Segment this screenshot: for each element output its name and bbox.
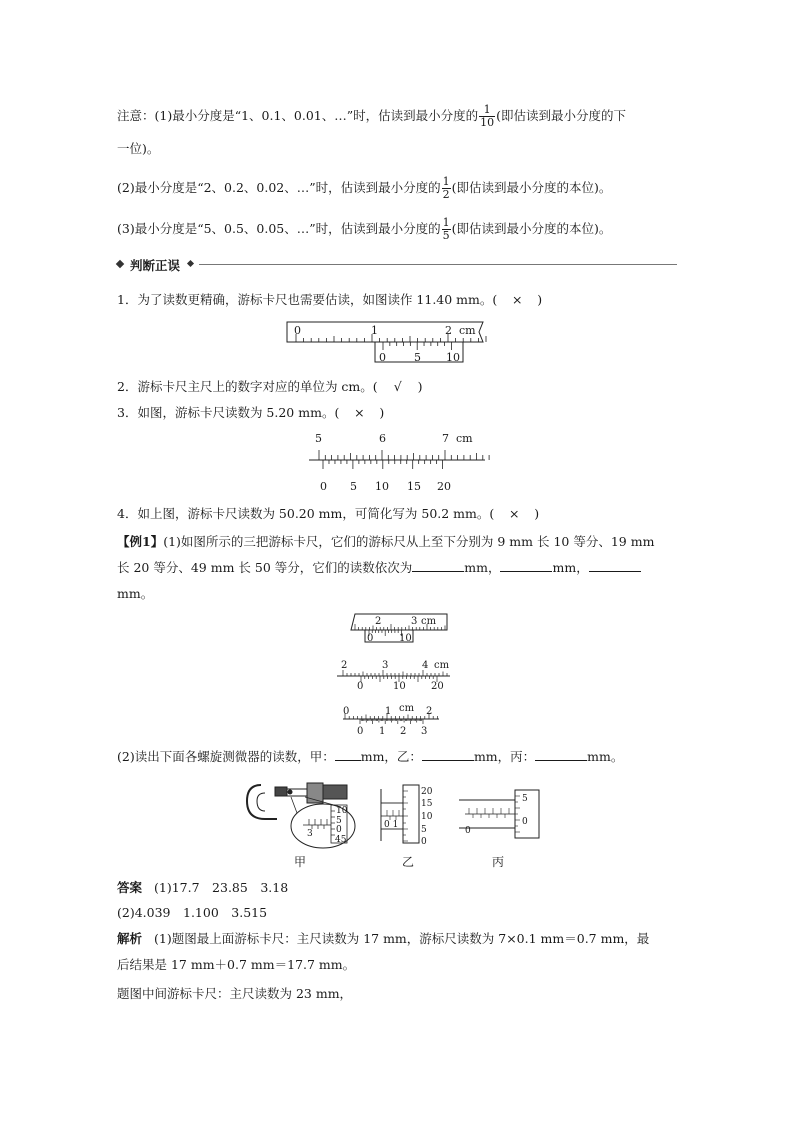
fig1-unit: cm <box>459 324 476 337</box>
example-part2-line <box>117 748 623 766</box>
yi-thimble-20: 20 <box>421 787 433 797</box>
section-bullet-icon <box>116 260 124 268</box>
answer-line-2: (2)4.039 1.100 3.515 <box>117 905 268 920</box>
yi-thimble-10: 10 <box>421 812 433 822</box>
judge-item-2 <box>117 378 423 396</box>
micrometer-jia <box>243 773 373 853</box>
judge-paren: ) <box>417 379 423 394</box>
section-divider <box>199 264 677 265</box>
caliper-a-main-3: 3 <box>411 616 418 627</box>
caliper-figure-1 <box>283 318 493 368</box>
answer-blank-1[interactable] <box>412 559 464 572</box>
jia-thimble-0: 0 <box>336 825 342 835</box>
unit-text: mm， <box>552 560 589 575</box>
answer-blank-bing[interactable] <box>535 748 587 761</box>
unit-text: mm，乙： <box>360 749 422 764</box>
caliper-a-vern-10: 10 <box>399 633 412 644</box>
fig1-main-2: 2 <box>445 324 452 337</box>
note-line-1b: 一位)。 <box>117 141 160 156</box>
jia-thimble-45: 45 <box>335 835 347 845</box>
note-line-3 <box>117 217 611 242</box>
judge-paren: ) <box>534 506 540 521</box>
caliper-b-vern-20: 20 <box>431 681 444 692</box>
judge-text: 1．为了读数更精确，游标卡尺也需要估读，如图读作 11.40 mm。( <box>117 292 498 307</box>
judge-item-1 <box>117 291 542 309</box>
yi-thimble-0: 0 <box>421 837 427 847</box>
fig2-vern-15: 15 <box>407 480 421 493</box>
judge-mark: × <box>354 405 365 420</box>
analysis-line-2: 后结果是 17 mm＋0.7 mm＝17.7 mm。 <box>117 957 356 972</box>
caliper-a-main-2: 2 <box>375 616 382 627</box>
bing-thimble-5: 5 <box>522 794 528 804</box>
caliper-b-vern-0: 0 <box>357 681 364 692</box>
fig2-vern-20: 20 <box>437 480 451 493</box>
example-label: 【例1】 <box>117 534 164 549</box>
section-bullet-icon <box>187 260 194 267</box>
fig2-main-6: 6 <box>379 432 386 445</box>
yi-thimble-15: 15 <box>421 799 433 809</box>
answer-blank-3[interactable] <box>589 559 641 572</box>
fraction: $\frac{1}{5}$ <box>442 216 450 242</box>
unit-text: mm。 <box>587 749 624 764</box>
note-text: (2)最小分度是“2、0.2、0.02、…”时，估读到最小分度的 <box>117 180 441 195</box>
caliper-c-unit: cm <box>399 703 415 714</box>
caliper-c-main-1: 1 <box>385 706 392 717</box>
analysis-line-3: 题图中间游标卡尺：主尺读数为 23 mm， <box>117 986 353 1001</box>
fig1-vern-10: 10 <box>446 351 460 364</box>
caliper-c-vern-3: 3 <box>421 726 428 737</box>
analysis-label: 解析 <box>117 931 143 946</box>
micrometer-yi <box>377 783 439 847</box>
caliper-c-main-2: 2 <box>426 706 433 717</box>
note-line-1 <box>117 104 626 129</box>
section-title: 判断正误 <box>130 258 181 273</box>
caliper-b-vern-10: 10 <box>393 681 406 692</box>
example-text: (1)如图所示的三把游标卡尺，它们的游标尺从上至下分别为 9 mm 长 10 等分、19 mm <box>163 534 655 549</box>
fig2-main-7: 7 <box>442 432 449 445</box>
example-line-1 <box>117 533 654 551</box>
caliper-c-vern-0: 0 <box>357 726 364 737</box>
example-line-3: mm。 <box>117 586 154 601</box>
unit-text: mm， <box>464 560 501 575</box>
example-text: 长 20 等分、49 mm 长 50 等分，它们的读数依次为 <box>117 560 413 575</box>
judge-text: 3．如图，游标卡尺读数为 5.20 mm。( <box>117 405 340 420</box>
fig2-vern-0: 0 <box>320 480 327 493</box>
example-text: (2)读出下面各螺旋测微器的读数，甲： <box>117 749 335 764</box>
answer-text-1: (1)17.7 23.85 3.18 <box>154 880 289 895</box>
answer-label: 答案 <box>117 880 143 895</box>
note-text: (即估读到最小分度的下 <box>496 108 627 123</box>
fig2-vern-5: 5 <box>350 480 357 493</box>
jia-sleeve-3: 3 <box>307 829 313 839</box>
bing-sleeve-0: 0 <box>465 826 471 836</box>
fig1-main-0: 0 <box>294 324 301 337</box>
fig2-main-5: 5 <box>315 432 322 445</box>
answer-blank-jia[interactable] <box>335 748 361 761</box>
caliper-c-vern-2: 2 <box>400 726 407 737</box>
yi-thimble-5: 5 <box>421 825 427 835</box>
judge-item-4 <box>117 505 539 523</box>
answer-blank-yi[interactable] <box>422 748 474 761</box>
judge-item-3 <box>117 404 384 422</box>
caliper-c-main-0: 0 <box>343 706 350 717</box>
fig2-unit: cm <box>456 432 473 445</box>
micrometer-yi-label: 乙 <box>402 855 415 869</box>
note-line-2 <box>117 176 611 201</box>
caliper-b-main-3: 3 <box>382 660 389 671</box>
judge-paren: ) <box>379 405 385 420</box>
analysis-text-1: (1)题图最上面游标卡尺：主尺读数为 17 mm，游标尺读数为 7×0.1 mm＝0.7 mm，最 <box>154 931 650 946</box>
judge-paren: ) <box>537 292 543 307</box>
judge-text: 2．游标卡尺主尺上的数字对应的单位为 cm。( <box>117 379 378 394</box>
micrometer-jia-label: 甲 <box>294 855 307 869</box>
section-header <box>117 256 677 274</box>
fraction: $\frac{1}{2}$ <box>442 175 450 201</box>
micrometer-bing-label: 丙 <box>492 855 505 869</box>
analysis-line-1 <box>117 930 649 948</box>
micrometer-bing <box>455 788 543 840</box>
jia-thimble-10: 10 <box>336 806 348 816</box>
caliper-a-vern-0: 0 <box>367 633 374 644</box>
caliper-figure-three <box>335 610 465 740</box>
caliper-figure-2 <box>305 428 490 498</box>
caliper-a-unit: cm <box>421 616 437 627</box>
caliper-b-main-4: 4 <box>422 660 429 671</box>
unit-text: mm，丙： <box>473 749 536 764</box>
yi-sleeve-01: 0 1 <box>384 820 399 830</box>
note-text: 注意：(1)最小分度是“1、0.1、0.01、…”时，估读到最小分度的 <box>117 108 479 123</box>
caliper-b-unit: cm <box>434 660 450 671</box>
note-text: (即估读到最小分度的本位)。 <box>451 221 612 236</box>
judge-mark: × <box>509 506 520 521</box>
note-text: (3)最小分度是“5、0.5、0.05、…”时，估读到最小分度的 <box>117 221 441 236</box>
fig1-vern-0: 0 <box>379 351 386 364</box>
fig1-main-1: 1 <box>371 324 378 337</box>
judge-text: 4．如上图，游标卡尺读数为 50.20 mm，可简化写为 50.2 mm。( <box>117 506 495 521</box>
fig2-vern-10: 10 <box>375 480 389 493</box>
caliper-c-vern-1: 1 <box>379 726 386 737</box>
fraction: $\frac{1}{10}$ <box>480 103 495 129</box>
answer-blank-2[interactable] <box>500 559 552 572</box>
judge-mark: × <box>512 292 523 307</box>
caliper-b-main-2: 2 <box>341 660 348 671</box>
answer-line-1 <box>117 879 288 897</box>
bing-thimble-0: 0 <box>522 817 528 827</box>
example-line-2 <box>117 559 641 577</box>
judge-mark: √ <box>393 379 402 394</box>
note-text: (即估读到最小分度的本位)。 <box>451 180 612 195</box>
jia-thimble-5: 5 <box>336 816 342 826</box>
fig1-vern-5: 5 <box>414 351 421 364</box>
